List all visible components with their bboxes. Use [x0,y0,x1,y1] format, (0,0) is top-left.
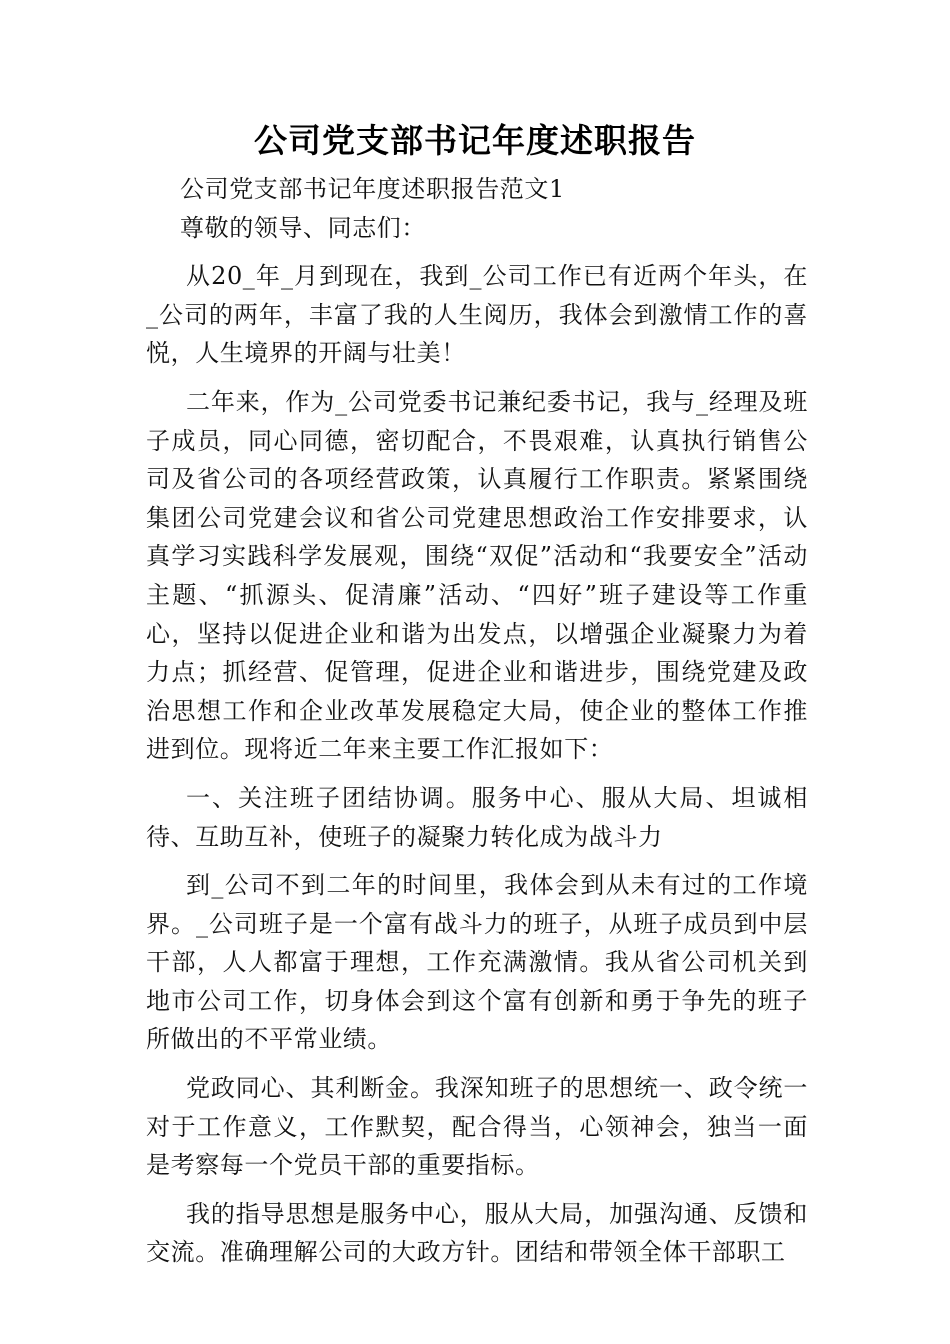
salutation-paragraph: 尊敬的领导、同志们： [180,213,426,242]
section-heading-1: 一、关注班子团结协调。服务中心、服从大局、坦诚相待、互助互补，使班子的凝聚力转化成为战斗力 [146,783,808,851]
subtitle-paragraph: 公司党支部书记年度述职报告范文1 [180,175,565,203]
body-paragraph-4: 党政同心、其利断金。我深知班子的思想统一、政令统一对于工作意义，工作默契，配合得当，心领神会，独当一面是考察每一个党员干部的重要指标。 [146,1074,808,1180]
body-paragraph-1: 从20_年_月到现在，我到_公司工作已有近两个年头，在_公司的两年，丰富了我的人生阅历，我体会到激情工作的喜悦，人生境界的开阔与壮美！ [146,262,808,368]
body-paragraph-5: 我的指导思想是服务中心，服从大局，加强沟通、反馈和交流。准确理解公司的大政方针。团结和带领全体干部职工 [146,1199,808,1267]
body-paragraph-2: 二年来，作为_公司党委书记兼纪委书记，我与_经理及班子成员，同心同德，密切配合，不畏艰难，认真执行销售公司及省公司的各项经营政策，认真履行工作职责。紧紧围绕集团公司党建会议和省公司党建思想政治工作安排要求，认真学习实践科学发展观，围绕“双促”活动和“我要安全”活动主题、“抓源头、促清廉”活动、“四好”班子建设等工作重心，坚持以促进企业和谐为出发点，以增强企业凝聚力为着力点；抓经营、促管理，促进企业和谐进步，围绕党建及政治思想工作和企业改革发展稳定大局，使企业的整体工作推进到位。现将近二年来主要工作汇报如下： [146,387,808,764]
document-title: 公司党支部书记年度述职报告 [254,121,696,160]
document-body [146,170,808,1272]
body-paragraph-3: 到_公司不到二年的时间里，我体会到从未有过的工作境界。_公司班子是一个富有战斗力的班子，从班子成员到中层干部，人人都富于理想，工作充满激情。我从省公司机关到地市公司工作，切身体会到这个富有创新和勇于争先的班子所做出的不平常业绩。 [146,871,808,1054]
